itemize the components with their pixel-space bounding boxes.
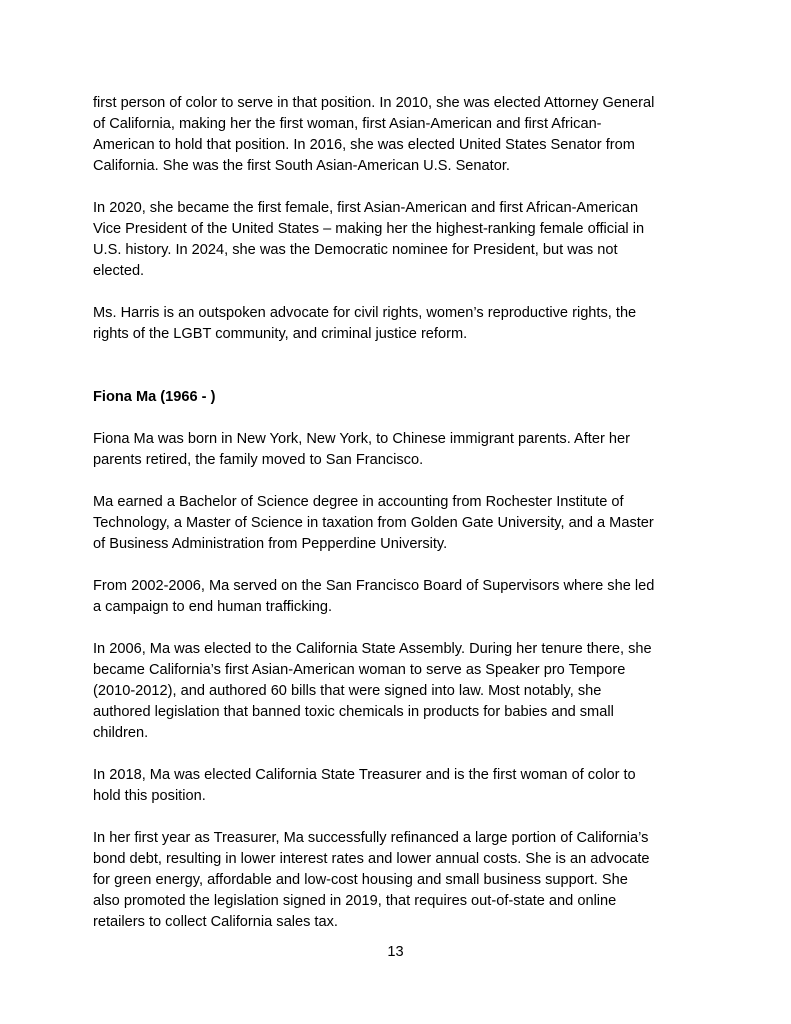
ma-paragraph-3: [93, 576, 713, 618]
paragraph-spacer: [93, 177, 713, 198]
text-line: From 2002-2006, Ma served on the San Francisco Board of Supervisors where she led: [93, 578, 655, 594]
paragraph-spacer: [93, 618, 713, 639]
paragraph-spacer: [93, 555, 713, 576]
text-line: a campaign to end human trafficking.: [93, 599, 333, 615]
paragraph-spacer: [93, 807, 713, 828]
text-line: of California, making her the first woman, first Asian-American and first African-: [93, 116, 602, 132]
text-line: authored legislation that banned toxic chemicals in products for babies and small: [93, 704, 614, 720]
text-line: Technology, a Master of Science in taxation from Golden Gate University, and a Master: [93, 515, 654, 531]
ma-paragraph-5: [93, 765, 713, 807]
ma-paragraph-6: [93, 828, 713, 933]
ma-paragraph-4: [93, 639, 713, 744]
text-line: also promoted the legislation signed in 2019, that requires out-of-state and online: [93, 893, 617, 909]
text-line: rights of the LGBT community, and criminal justice reform.: [93, 326, 468, 342]
text-line: California. She was the first South Asian-American U.S. Senator.: [93, 158, 510, 174]
section-spacer: [93, 345, 713, 387]
text-line: U.S. history. In 2024, she was the Democratic nominee for President, but was not: [93, 242, 618, 258]
text-line: In 2020, she became the first female, first Asian-American and first African-American: [93, 200, 639, 216]
text-line: In 2006, Ma was elected to the California State Assembly. During her tenure there, she: [93, 641, 652, 657]
paragraph-spacer: [93, 408, 713, 429]
text-line: hold this position.: [93, 788, 206, 804]
harris-paragraph-1: [93, 93, 713, 177]
ma-paragraph-2: [93, 492, 713, 555]
text-line: first person of color to serve in that position. In 2010, she was elected Attorney General: [93, 95, 655, 111]
ma-paragraph-1: [93, 429, 713, 471]
text-line: Ma earned a Bachelor of Science degree in accounting from Rochester Institute of: [93, 494, 624, 510]
text-line: Fiona Ma was born in New York, New York, to Chinese immigrant parents. After her: [93, 431, 630, 447]
text-line: Vice President of the United States – making her the highest-ranking female official in: [93, 221, 645, 237]
page-body: [93, 93, 713, 933]
text-line: Ms. Harris is an outspoken advocate for civil rights, women’s reproductive rights, the: [93, 305, 637, 321]
paragraph-spacer: [93, 282, 713, 303]
text-line: elected.: [93, 263, 145, 279]
harris-paragraph-2: [93, 198, 713, 282]
text-line: became California’s first Asian-American woman to serve as Speaker pro Tempore: [93, 662, 626, 678]
harris-paragraph-3: [93, 303, 713, 345]
paragraph-spacer: [93, 744, 713, 765]
text-line: of Business Administration from Pepperdine University.: [93, 536, 448, 552]
text-line: retailers to collect California sales tax.: [93, 914, 338, 930]
text-line: parents retired, the family moved to San Francisco.: [93, 452, 424, 468]
text-line: In her first year as Treasurer, Ma successfully refinanced a large portion of California’s: [93, 830, 649, 846]
page-number: 13: [387, 944, 404, 960]
section-heading: Fiona Ma (1966 - ): [93, 389, 216, 405]
text-line: American to hold that position. In 2016, she was elected United States Senator from: [93, 137, 635, 153]
text-line: bond debt, resulting in lower interest rates and lower annual costs. She is an advocate: [93, 851, 650, 867]
text-line: children.: [93, 725, 149, 741]
text-line: In 2018, Ma was elected California State Treasurer and is the first woman of color to: [93, 767, 636, 783]
text-line: for green energy, affordable and low-cost housing and small business support. She: [93, 872, 628, 888]
text-line: (2010-2012), and authored 60 bills that were signed into law. Most notably, she: [93, 683, 602, 699]
paragraph-spacer: [93, 471, 713, 492]
